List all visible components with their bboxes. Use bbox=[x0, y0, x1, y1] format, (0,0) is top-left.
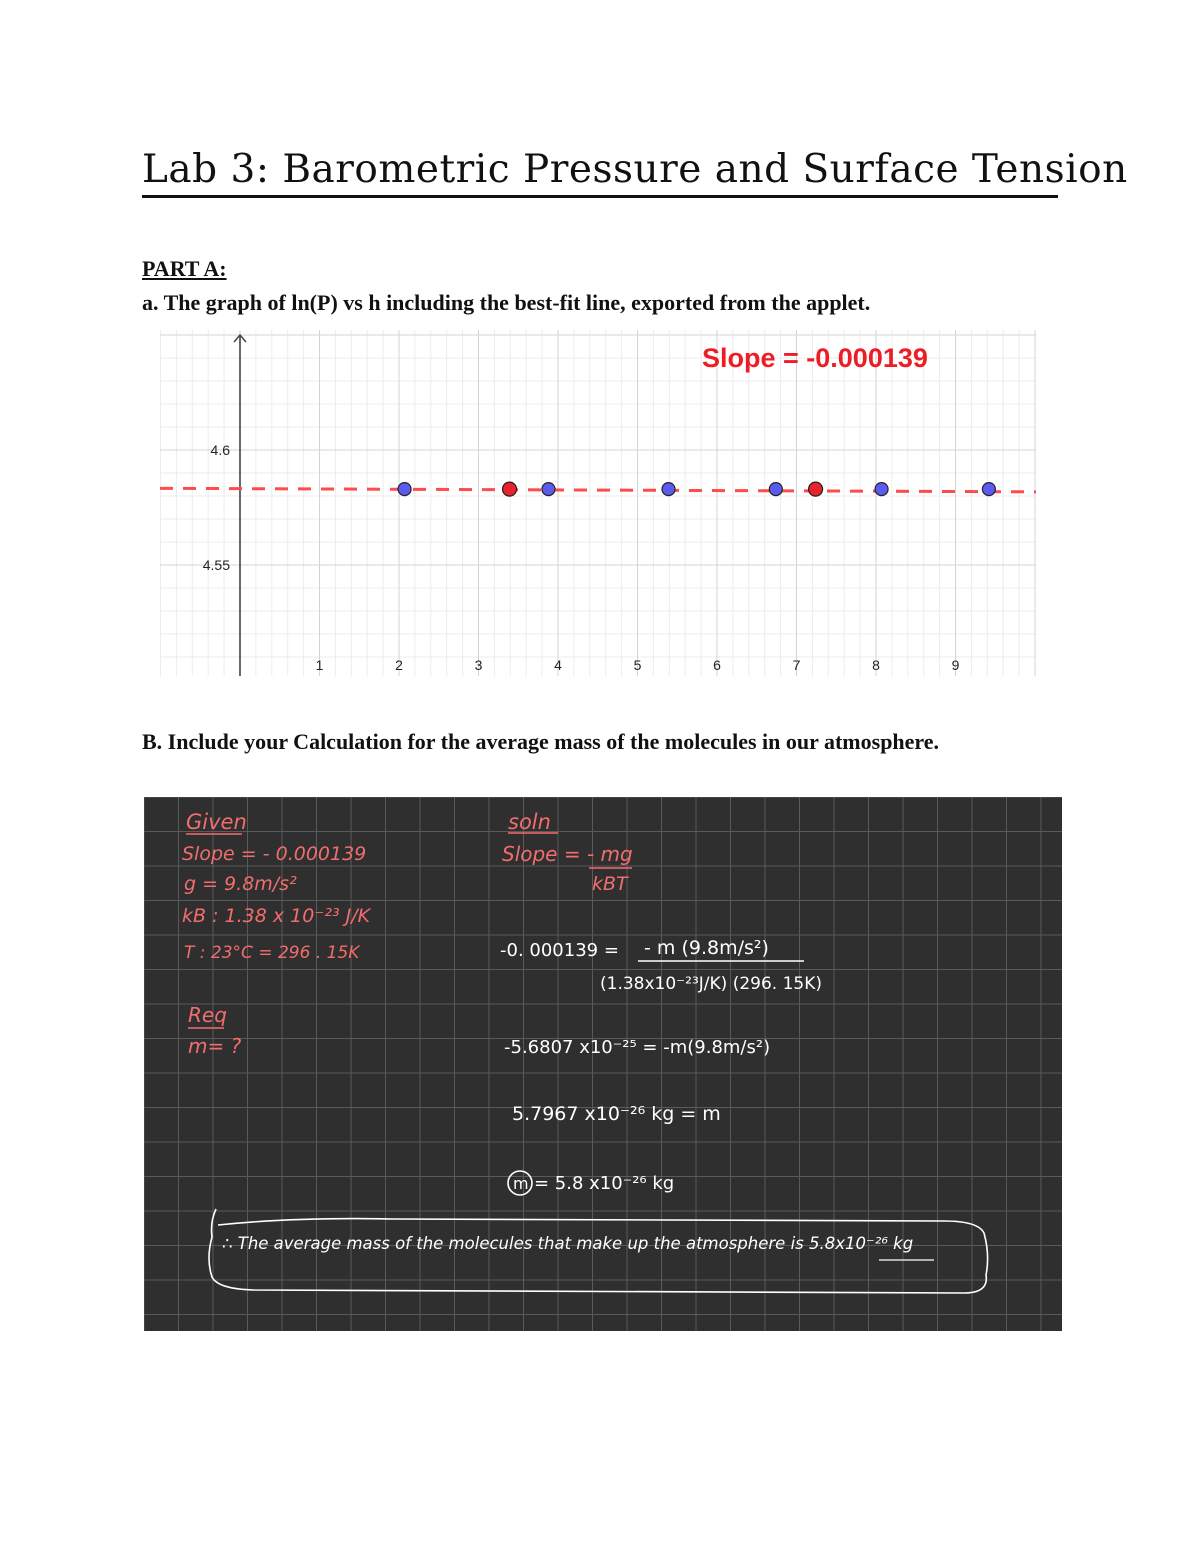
req-heading: Req bbox=[188, 1003, 227, 1027]
page-title: Lab 3: Barometric Pressure and Surface Tension bbox=[142, 146, 1058, 198]
given-heading: Given bbox=[186, 810, 247, 834]
step1-numerator: - m (9.8m/s²) bbox=[644, 937, 769, 959]
x-tick-label: 8 bbox=[872, 657, 880, 673]
step3: 5.7967 x10⁻²⁶ kg = m bbox=[512, 1103, 721, 1125]
x-tick-label: 3 bbox=[474, 657, 483, 673]
ln-p-vs-h-chart bbox=[160, 330, 1036, 676]
x-tick-label: 6 bbox=[713, 657, 721, 673]
conclusion-text: ∴ The average mass of the molecules that make up the atmosphere is 5.8x10⁻²⁶ kg bbox=[222, 1234, 914, 1253]
data-point-blue bbox=[542, 483, 555, 496]
part-a-question: a. The graph of ln(P) vs h including the best-fit line, exported from the applet. bbox=[142, 290, 871, 315]
slope-annotation: Slope = -0.000139 bbox=[702, 343, 928, 373]
step1-left: -0. 000139 = bbox=[500, 940, 619, 961]
data-point-red bbox=[809, 482, 823, 496]
x-tick-label: 1 bbox=[315, 657, 324, 673]
step2: -5.6807 x10⁻²⁵ = -m(9.8m/s²) bbox=[504, 1037, 771, 1058]
formula-denominator: kBT bbox=[592, 873, 628, 895]
data-point-blue bbox=[662, 483, 675, 496]
data-point-blue bbox=[398, 483, 411, 496]
formula-left: Slope = - mg bbox=[502, 842, 633, 866]
req-value: m= ? bbox=[188, 1034, 242, 1058]
x-tick-label: 7 bbox=[792, 657, 801, 673]
data-point-red bbox=[503, 482, 517, 496]
x-tick-label: 4 bbox=[554, 657, 562, 673]
x-tick-label: 2 bbox=[395, 657, 403, 673]
part-b-question: B. Include your Calculation for the average mass of the molecules in our atmosphere. bbox=[142, 729, 940, 754]
x-tick-label: 5 bbox=[633, 657, 642, 673]
given-line-3: kB : 1.38 x 10⁻²³ J/K bbox=[182, 905, 371, 927]
given-line-2: g = 9.8m/s² bbox=[184, 873, 297, 895]
answer-circled-letter: m bbox=[513, 1174, 529, 1193]
handwritten-calculation-board bbox=[144, 797, 1062, 1331]
given-line-4: T : 23°C = 296 . 15K bbox=[184, 943, 360, 963]
x-tick-label: 9 bbox=[951, 657, 960, 673]
given-line-1: Slope = - 0.000139 bbox=[182, 843, 367, 865]
data-point-blue bbox=[875, 483, 888, 496]
answer-value: = 5.8 x10⁻²⁶ kg bbox=[534, 1173, 675, 1194]
y-tick-label: 4.55 bbox=[202, 557, 230, 573]
y-tick-label: 4.6 bbox=[210, 442, 230, 458]
step1-denominator: (1.38x10⁻²³J/K) (296. 15K) bbox=[600, 974, 823, 994]
data-point-blue bbox=[982, 483, 995, 496]
data-point-blue bbox=[769, 483, 782, 496]
soln-heading: soln bbox=[508, 810, 551, 834]
part-a-heading: PART A: bbox=[142, 256, 227, 281]
